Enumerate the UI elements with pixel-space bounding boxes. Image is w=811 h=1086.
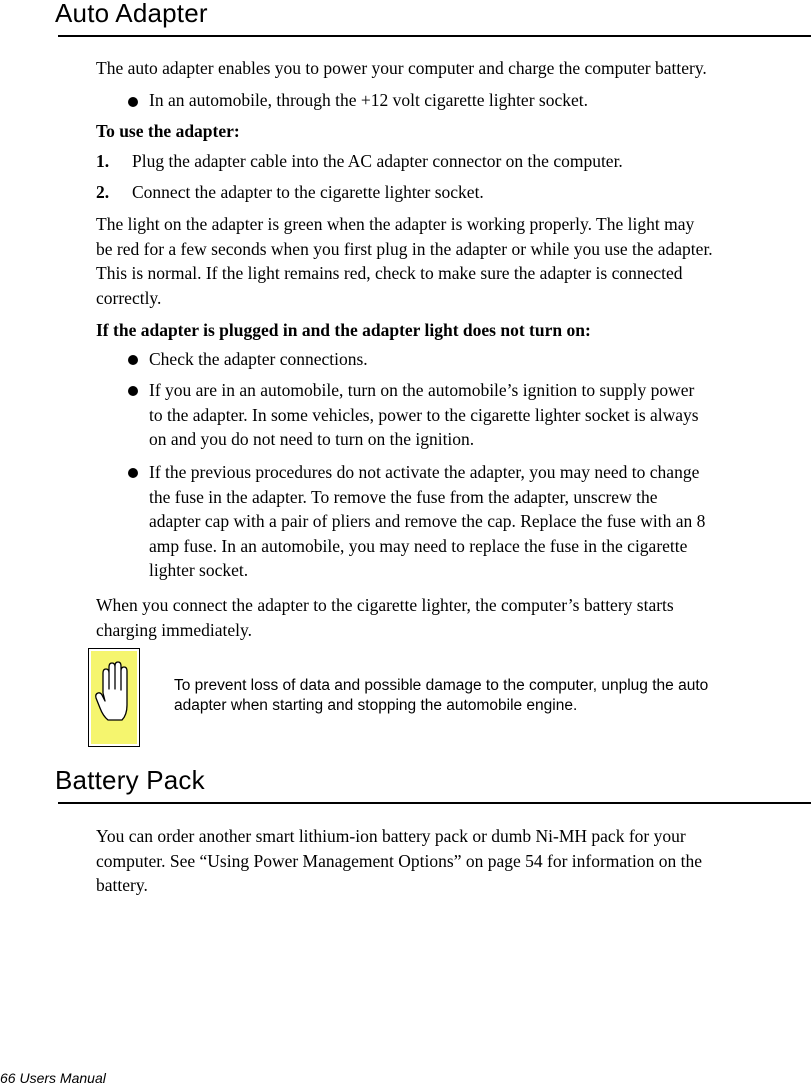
bullet-line: to the adapter. In some vehicles, power to the cigarette lighter socket is always [149,404,699,425]
section-title-battery-pack: Battery Pack [55,765,205,795]
light-status-paragraph [96,212,811,310]
paragraph-line: This is normal. If the light remains red, check to make sure the adapter is connected [96,263,683,283]
paragraph-line: battery. [96,875,148,895]
section-rule [58,802,811,804]
section-title-auto-adapter: Auto Adapter [55,0,208,28]
troubleshoot-heading: If the adapter is plugged in and the adapter light does not turn on: [96,320,591,340]
paragraph-line: be red for a few seconds when you first plug in the adapter or while you use the adapter. [96,238,713,259]
warning-icon-frame [88,648,140,747]
paragraph-line: computer. See “Using Power Management Options” on page 54 for information on the [96,850,703,871]
intro-paragraph: The auto adapter enables you to power your computer and charge the computer battery. [96,58,707,78]
step-text: Connect the adapter to the cigarette lighter socket. [132,182,484,202]
bullet-line: amp fuse. In an automobile, you may need to replace the fuse in the cigarette [149,535,688,556]
warning-text [174,676,811,716]
paragraph-line: The light on the adapter is green when the adapter is working properly. The light may [96,214,695,234]
bullet-item-check-connections: Check the adapter connections. [149,349,368,369]
warning-line: To prevent loss of data and possible damage to the computer, unplug the auto [174,677,709,694]
stop-hand-icon [89,649,139,746]
bullet-line: adapter cap with a pair of pliers and remove the cap. Replace the fuse with an 8 [149,511,706,531]
bullet-item-ignition [149,378,811,452]
bullet-line: the fuse in the adapter. To remove the fuse from the adapter, unscrew the [149,486,658,507]
warning-line: adapter when starting and stopping the automobile engine. [174,697,578,714]
bullet-line: on and you do not need to turn on the ignition. [149,429,475,449]
paragraph-line: correctly. [96,287,162,308]
page-footer [0,1070,106,1086]
bullet-line: If you are in an automobile, turn on the automobile’s ignition to supply power [149,380,695,400]
section-rule [58,35,811,37]
page-number: 66 [0,1070,16,1086]
bullet-line: If the previous procedures do not activate the adapter, you may need to change [149,462,700,482]
bullet-marker [128,355,138,365]
bullet-marker [128,386,138,396]
step-text: Plug the adapter cable into the AC adapter connector on the computer. [132,151,623,171]
bullet-item-fuse [149,460,811,583]
manual-title: Users Manual [19,1070,106,1086]
battery-paragraph [96,824,811,898]
use-adapter-heading: To use the adapter: [96,121,240,141]
paragraph-line: You can order another smart lithium-ion battery pack or dumb Ni-MH pack for your [96,826,686,846]
step-number: 2. [96,182,110,202]
step-number: 1. [96,151,110,171]
bullet-line: lighter socket. [149,560,249,580]
bullet-marker [128,468,138,478]
closing-paragraph [96,593,811,642]
bullet-marker [128,97,138,107]
bullet-item-automobile: In an automobile, through the +12 volt cigarette lighter socket. [149,90,588,110]
paragraph-line: charging immediately. [96,619,252,640]
paragraph-line: When you connect the adapter to the cigarette lighter, the computer’s battery starts [96,595,674,615]
